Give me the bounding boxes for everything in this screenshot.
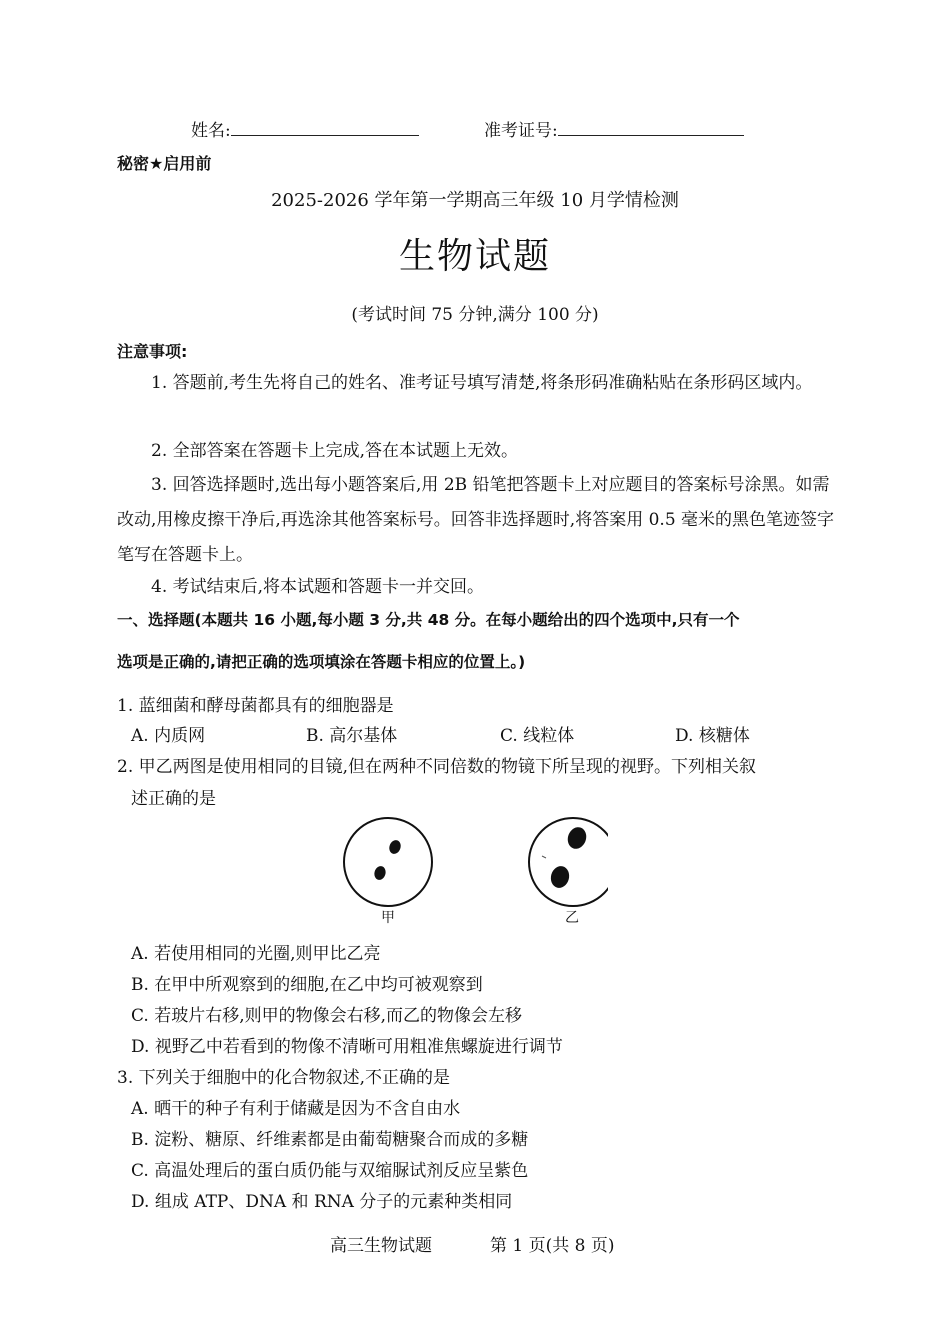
q2-option-b: B. 在甲中所观察到的细胞,在乙中均可被观察到 (131, 975, 483, 995)
q1-stem: 1. 蓝细菌和酵母菌都具有的细胞器是 (117, 696, 394, 716)
subject-title: 生物试题 (398, 236, 551, 277)
exam-id-label: 准考证号: (484, 121, 558, 141)
field-of-view-jia (344, 818, 432, 906)
footer-page-number: 第 1 页(共 8 页) (490, 1236, 615, 1256)
note-1: 1. 答题前,考生先将自己的姓名、准考证号填写清楚,将条形码准确粘贴在条形码区域内。 (151, 373, 813, 393)
note-4: 4. 考试结束后,将本试题和答题卡一并交回。 (151, 577, 485, 597)
q3-option-a: A. 晒干的种子有利于储藏是因为不含自由水 (131, 1099, 461, 1119)
q2-option-a: A. 若使用相同的光圈,则甲比乙亮 (131, 944, 381, 964)
q3-option-b: B. 淀粉、糖原、纤维素都是由葡萄糖聚合而成的多糖 (131, 1130, 529, 1150)
q2-option-c: C. 若玻片右移,则甲的物像会右移,而乙的物像会左移 (131, 1006, 523, 1026)
cell-jia-1 (387, 839, 402, 856)
note-2: 2. 全部答案在答题卡上完成,答在本试题上无效。 (151, 441, 519, 461)
name-blank[interactable] (231, 117, 419, 136)
q2-stem-line1: 2. 甲乙两图是使用相同的目镜,但在两种不同倍数的物镜下所呈现的视野。下列相关叙 (117, 757, 757, 777)
name-label: 姓名: (191, 121, 231, 141)
cell-yi-1 (565, 825, 589, 852)
q3-option-c: C. 高温处理后的蛋白质仍能与双缩脲试剂反应呈紫色 (131, 1161, 529, 1181)
q1-option-d: D. 核糖体 (675, 726, 750, 746)
speck-yi (542, 856, 546, 858)
q2-figure (330, 812, 630, 932)
q3-option-d: D. 组成 ATP、DNA 和 RNA 分子的元素种类相同 (131, 1192, 513, 1212)
q1-option-c: C. 线粒体 (500, 726, 575, 746)
cell-yi-2 (548, 864, 571, 890)
name-field (191, 116, 419, 141)
q2-stem-line2: 述正确的是 (131, 789, 216, 809)
fig-label-yi: 乙 (565, 910, 579, 926)
notes-heading: 注意事项: (117, 342, 188, 361)
fig-label-jia: 甲 (381, 910, 395, 926)
exam-title: 2025-2026 学年第一学期高三年级 10 月学情检测 (271, 190, 679, 211)
q2-option-d: D. 视野乙中若看到的物像不清晰可用粗准焦螺旋进行调节 (131, 1037, 563, 1057)
cell-jia-2 (373, 865, 387, 881)
q1-option-b: B. 高尔基体 (306, 726, 398, 746)
footer-subject: 高三生物试题 (330, 1236, 432, 1256)
exam-id-blank[interactable] (558, 117, 744, 136)
section1-heading-line1: 一、选择题(本题共 16 小题,每小题 3 分,共 48 分。在每小题给出的四个选项中,只有一个 (117, 611, 740, 629)
q3-stem: 3. 下列关于细胞中的化合物叙述,不正确的是 (117, 1068, 451, 1088)
exam-id-field (484, 116, 744, 141)
time-info: (考试时间 75 分钟,满分 100 分) (351, 305, 599, 325)
section1-heading-line2: 选项是正确的,请把正确的选项填涂在答题卡相应的位置上。) (117, 653, 526, 671)
note-3: 3. 回答选择题时,选出每小题答案后,用 2B 铅笔把答题卡上对应题目的答案标号涂黑。如需改动,用橡皮擦干净后,再选涂其他答案标号。回答非选择题时,将答案用 0.5 毫米的黑色笔迹签字笔写在答题卡上。 (117, 475, 835, 565)
q1-option-a: A. 内质网 (131, 726, 206, 746)
secret-label: 秘密★启用前 (117, 154, 212, 173)
